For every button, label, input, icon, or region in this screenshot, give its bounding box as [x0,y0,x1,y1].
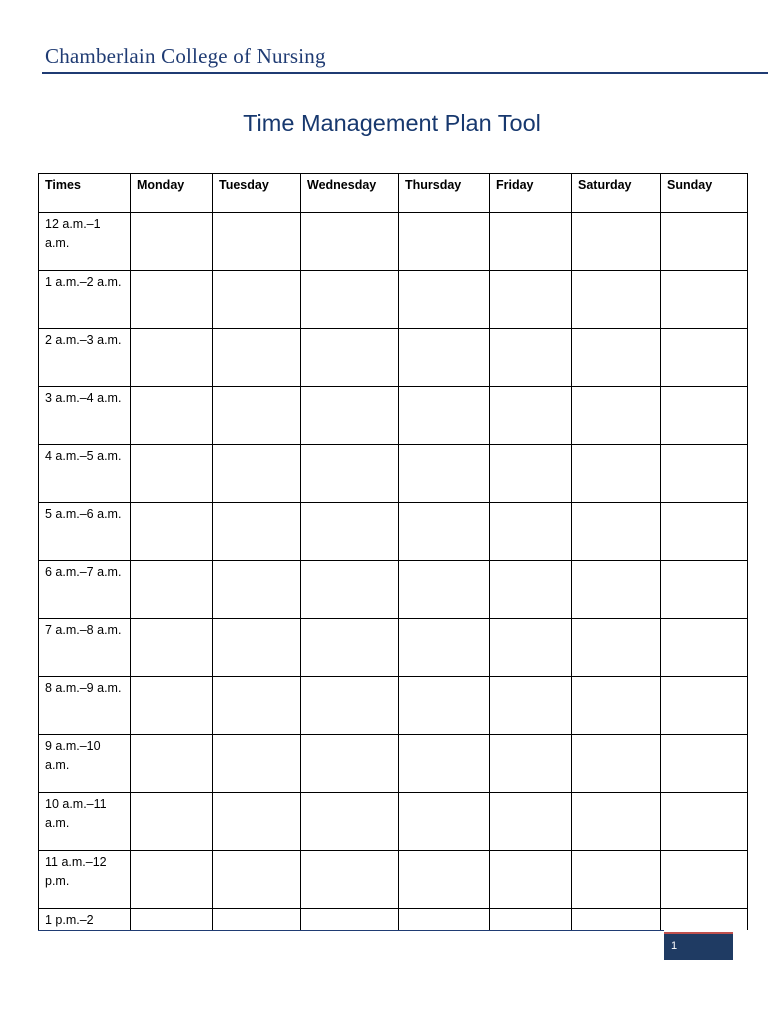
schedule-cell[interactable] [213,213,301,271]
time-slot-label: 2 a.m.–3 a.m. [39,329,131,387]
schedule-cell[interactable] [490,793,572,851]
table-row [39,909,748,931]
schedule-cell[interactable] [661,561,748,619]
schedule-cell[interactable] [572,619,661,677]
schedule-cell[interactable] [301,561,399,619]
schedule-cell[interactable] [301,677,399,735]
organization-header: Chamberlain College of Nursing [45,44,326,68]
schedule-cell[interactable] [213,909,301,931]
column-header-sunday: Sunday [661,174,748,213]
schedule-cell[interactable] [301,793,399,851]
schedule-cell[interactable] [490,213,572,271]
schedule-cell[interactable] [572,909,661,931]
schedule-cell[interactable] [661,619,748,677]
time-slot-label: 8 a.m.–9 a.m. [39,677,131,735]
column-header-times: Times [39,174,131,213]
schedule-cell[interactable] [572,735,661,793]
schedule-cell[interactable] [213,677,301,735]
schedule-cell[interactable] [213,793,301,851]
schedule-cell[interactable] [490,329,572,387]
page-number: 1 [671,940,678,952]
schedule-cell[interactable] [301,329,399,387]
schedule-cell[interactable] [399,445,490,503]
time-slot-label: 11 a.m.–12 p.m. [39,851,131,909]
table-row [39,677,748,735]
table-row [39,561,748,619]
schedule-cell[interactable] [399,213,490,271]
table-row [39,329,748,387]
schedule-cell[interactable] [131,503,213,561]
time-slot-label: 10 a.m.–11 a.m. [39,793,131,851]
schedule-cell[interactable] [213,503,301,561]
schedule-cell[interactable] [131,677,213,735]
schedule-cell[interactable] [572,445,661,503]
schedule-cell[interactable] [131,213,213,271]
schedule-cell[interactable] [572,387,661,445]
schedule-cell[interactable] [131,561,213,619]
schedule-cell[interactable] [213,619,301,677]
schedule-cell[interactable] [399,561,490,619]
schedule-cell[interactable] [399,387,490,445]
schedule-cell[interactable] [572,329,661,387]
table-row [39,619,748,677]
schedule-cell[interactable] [131,387,213,445]
page-number-box [664,932,733,960]
schedule-cell[interactable] [131,271,213,329]
document-title: Time Management Plan Tool [243,110,541,136]
schedule-cell[interactable] [399,909,490,931]
header-rule [42,72,768,74]
table-row [39,851,748,909]
column-header-saturday: Saturday [572,174,661,213]
schedule-cell[interactable] [661,909,748,931]
schedule-cell[interactable] [490,851,572,909]
schedule-cell[interactable] [572,851,661,909]
table-row [39,213,748,271]
table-row [39,387,748,445]
schedule-cell[interactable] [399,851,490,909]
schedule-cell[interactable] [572,561,661,619]
column-header-thursday: Thursday [399,174,490,213]
schedule-cell[interactable] [399,271,490,329]
schedule-cell[interactable] [661,851,748,909]
schedule-cell[interactable] [131,851,213,909]
schedule-cell[interactable] [213,387,301,445]
schedule-cell[interactable] [661,793,748,851]
schedule-cell[interactable] [490,677,572,735]
schedule-cell[interactable] [661,213,748,271]
schedule-cell[interactable] [301,213,399,271]
schedule-cell[interactable] [490,503,572,561]
schedule-cell[interactable] [131,445,213,503]
time-plan-table [38,173,748,930]
schedule-cell[interactable] [490,619,572,677]
schedule-cell[interactable] [301,619,399,677]
time-slot-label: 7 a.m.–8 a.m. [39,619,131,677]
schedule-cell[interactable] [661,503,748,561]
time-slot-label: 9 a.m.–10 a.m. [39,735,131,793]
schedule-cell[interactable] [661,735,748,793]
schedule-cell[interactable] [490,735,572,793]
column-header-wednesday: Wednesday [301,174,399,213]
schedule-cell[interactable] [661,445,748,503]
schedule-cell[interactable] [131,793,213,851]
schedule-cell[interactable] [399,619,490,677]
time-slot-label: 1 p.m.–2 [39,909,131,931]
schedule-cell[interactable] [399,677,490,735]
schedule-cell[interactable] [213,329,301,387]
schedule-cell[interactable] [301,445,399,503]
schedule-cell[interactable] [301,503,399,561]
schedule-cell[interactable] [572,677,661,735]
schedule-cell[interactable] [301,909,399,931]
schedule-cell[interactable] [213,561,301,619]
schedule-cell[interactable] [213,851,301,909]
schedule-cell[interactable] [490,909,572,931]
schedule-cell[interactable] [572,503,661,561]
table-row [39,793,748,851]
schedule-cell[interactable] [131,329,213,387]
footer-rule [38,930,664,931]
schedule-cell[interactable] [301,735,399,793]
schedule-cell[interactable] [572,213,661,271]
table-row [39,735,748,793]
schedule-cell[interactable] [399,793,490,851]
schedule-cell[interactable] [490,387,572,445]
schedule-cell[interactable] [661,387,748,445]
time-slot-label: 1 a.m.–2 a.m. [39,271,131,329]
schedule-cell[interactable] [661,271,748,329]
time-slot-label: 3 a.m.–4 a.m. [39,387,131,445]
time-slot-label: 4 a.m.–5 a.m. [39,445,131,503]
table-row [39,445,748,503]
table-row [39,503,748,561]
schedule-cell[interactable] [490,561,572,619]
column-header-friday: Friday [490,174,572,213]
schedule-cell[interactable] [572,793,661,851]
schedule-cell[interactable] [301,271,399,329]
schedule-cell[interactable] [213,735,301,793]
schedule-cell[interactable] [399,735,490,793]
schedule-cell[interactable] [131,735,213,793]
schedule-cell[interactable] [301,387,399,445]
time-slot-label: 6 a.m.–7 a.m. [39,561,131,619]
column-header-tuesday: Tuesday [213,174,301,213]
schedule-cell[interactable] [213,445,301,503]
schedule-cell[interactable] [399,329,490,387]
table-header-row [39,174,748,213]
time-slot-label: 5 a.m.–6 a.m. [39,503,131,561]
schedule-cell[interactable] [213,271,301,329]
schedule-cell[interactable] [131,619,213,677]
schedule-cell[interactable] [131,909,213,931]
column-header-monday: Monday [131,174,213,213]
schedule-cell[interactable] [399,503,490,561]
schedule-cell[interactable] [490,445,572,503]
schedule-cell[interactable] [661,329,748,387]
time-plan-table-container [38,173,748,930]
schedule-cell[interactable] [490,271,572,329]
schedule-cell[interactable] [572,271,661,329]
time-slot-label: 12 a.m.–1 a.m. [39,213,131,271]
schedule-cell[interactable] [301,851,399,909]
table-row [39,271,748,329]
schedule-cell[interactable] [661,677,748,735]
